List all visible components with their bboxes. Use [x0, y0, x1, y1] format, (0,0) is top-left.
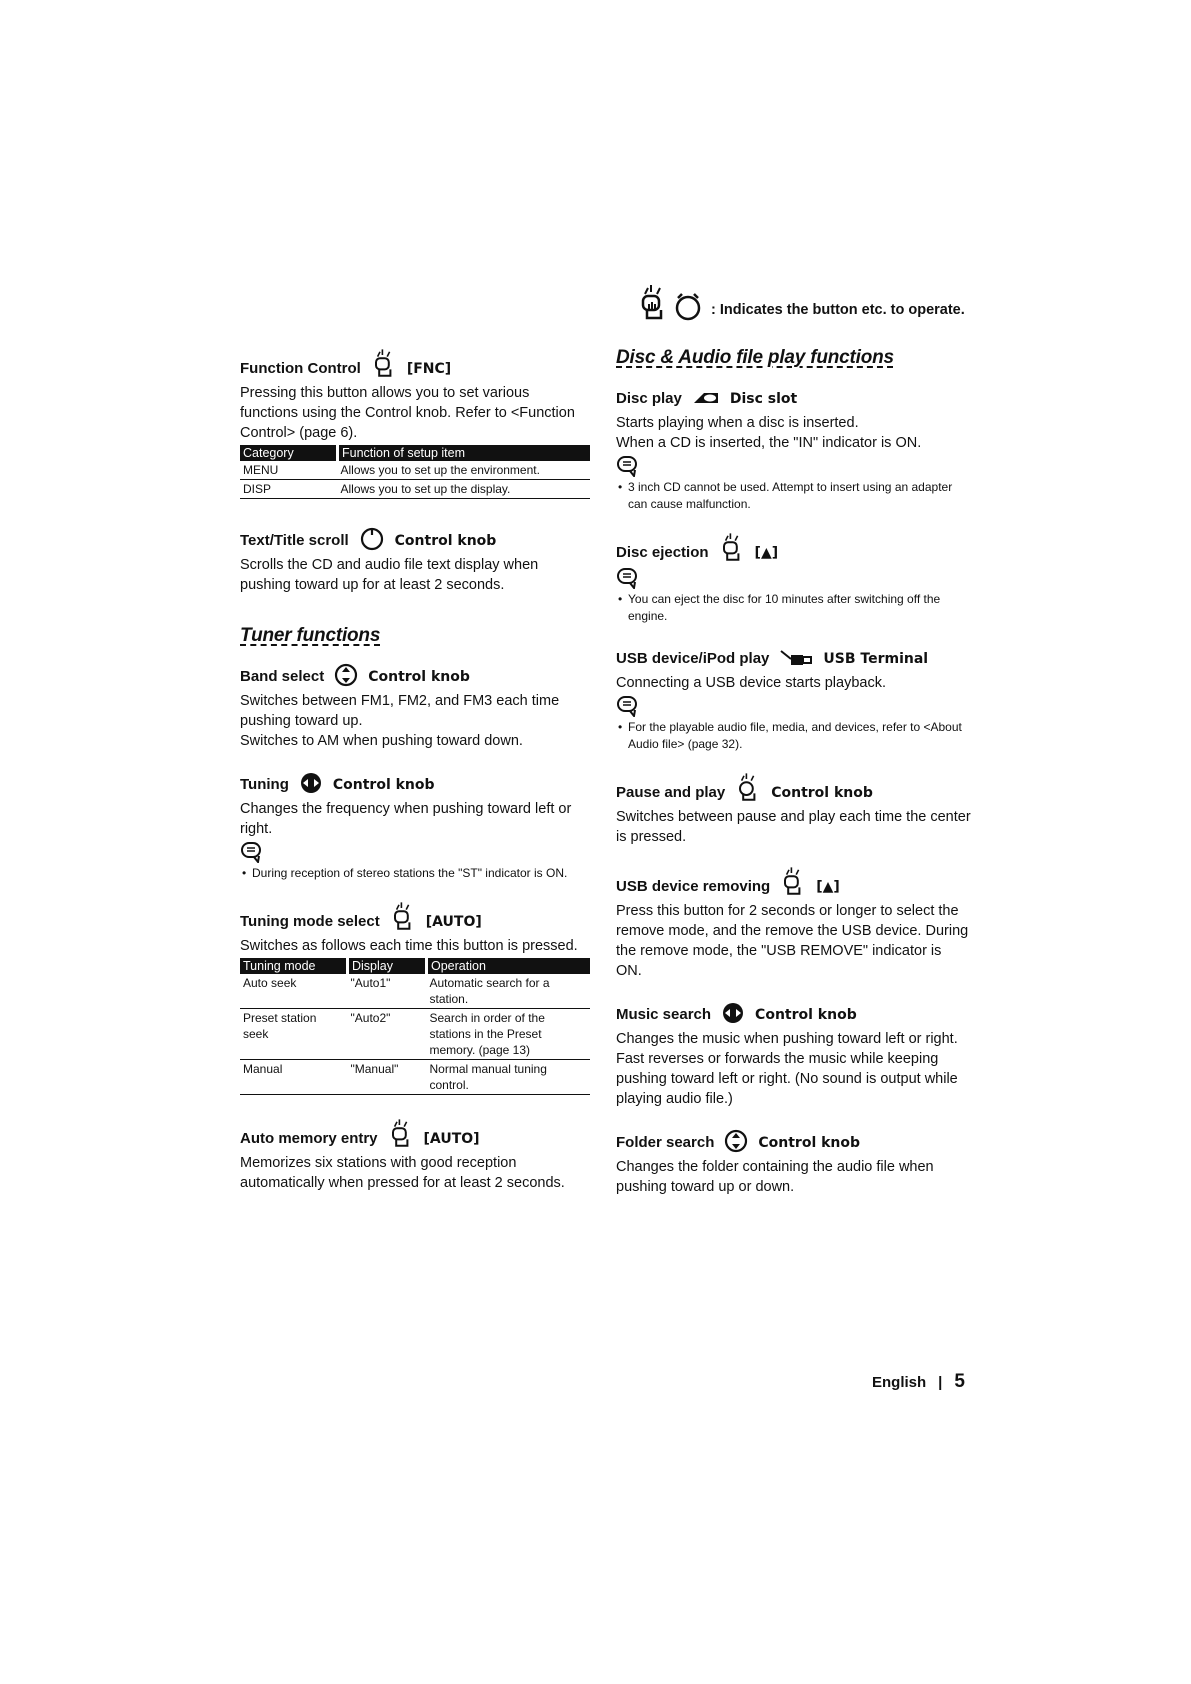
control-knob-label: Control knob — [368, 669, 470, 685]
usb-remove-title: USB device removing — [616, 878, 771, 895]
band-select-body-2: Switches to AM when pushing toward down. — [240, 733, 523, 749]
knob-up-down-icon — [724, 1129, 748, 1153]
auto-button-label: [AUTO] — [425, 914, 482, 930]
usb-play-note: • For the playable audio file, media, and devices, refer to <About Audio file> (page 32). — [616, 719, 971, 753]
footer-language: English — [872, 1374, 927, 1391]
knob-up-down-icon — [334, 663, 358, 687]
control-knob-label: Control knob — [771, 785, 873, 801]
tuning-mode-table — [240, 958, 590, 1095]
tuning-note: • During reception of stereo stations the "ST" indicator is ON. — [240, 865, 590, 882]
table-cell: DISP — [240, 480, 338, 499]
pause-play-body: Switches between pause and play each time the center is pressed. — [616, 809, 971, 845]
knob-icon — [673, 290, 703, 322]
text-title-scroll-item — [240, 525, 590, 595]
tuning-mode-body: Switches as follows each time this button is pressed. — [240, 938, 578, 954]
press-button-icon — [390, 900, 416, 932]
operation-legend — [637, 277, 977, 322]
setup-category-table — [240, 445, 590, 499]
table-cell: Manual — [240, 1060, 348, 1095]
note-icon — [240, 841, 590, 863]
table-cell: "Auto1" — [348, 974, 427, 1009]
table-cell: "Auto2" — [348, 1009, 427, 1060]
table-header: Category — [240, 445, 338, 461]
text-title-scroll-title: Text/Title scroll — [240, 532, 349, 549]
press-button-icon — [637, 282, 669, 322]
page-footer — [872, 1371, 965, 1393]
music-search-item — [616, 999, 971, 1109]
note-icon — [616, 695, 971, 717]
press-button-icon — [719, 531, 745, 563]
control-knob-label: Control knob — [758, 1135, 861, 1151]
table-cell: Automatic search for a station. — [427, 974, 591, 1009]
fnc-button-label: [FNC] — [406, 361, 452, 377]
usb-terminal-label: USB Terminal — [823, 651, 929, 667]
usb-play-body: Connecting a USB device starts playback. — [616, 675, 886, 691]
control-knob-label: Control knob — [394, 533, 497, 549]
disc-play-body-1: Starts playing when a disc is inserted. — [616, 415, 859, 431]
table-row — [240, 1009, 590, 1060]
tuning-item — [240, 769, 590, 882]
tuning-title: Tuning — [240, 776, 289, 793]
table-row — [240, 480, 590, 499]
folder-search-body: Changes the folder containing the audio file when pushing toward up or down. — [616, 1159, 934, 1195]
eject-button-label: [▲] — [816, 879, 840, 895]
disc-ejection-item — [616, 531, 971, 625]
table-row — [240, 461, 590, 480]
band-select-item — [240, 661, 590, 751]
table-cell: Normal manual tuning control. — [427, 1060, 591, 1095]
tuner-section-title: Tuner functions — [240, 625, 381, 646]
footer-divider: | — [938, 1374, 943, 1391]
table-header: Display — [348, 958, 427, 974]
table-cell: Allows you to set up the environment. — [338, 461, 591, 480]
pause-play-item — [616, 771, 971, 847]
page-number: 5 — [954, 1371, 965, 1392]
pause-play-title: Pause and play — [616, 784, 726, 801]
right-column — [616, 347, 971, 1215]
disc-slot-icon — [692, 389, 720, 409]
press-button-icon — [371, 347, 397, 379]
table-header: Function of setup item — [338, 445, 591, 461]
function-control-title: Function Control — [240, 360, 361, 377]
auto-memory-item — [240, 1117, 590, 1193]
knob-left-right-icon — [721, 1001, 745, 1025]
control-knob-label: Control knob — [332, 777, 435, 793]
tuning-body: Changes the frequency when pushing toward left or right. — [240, 801, 572, 837]
disc-audio-section-title: Disc & Audio file play functions — [616, 347, 894, 368]
auto-memory-title: Auto memory entry — [240, 1130, 378, 1147]
table-cell: Allows you to set up the display. — [338, 480, 591, 499]
table-cell: Preset station seek — [240, 1009, 348, 1060]
eject-button-label: [▲] — [754, 545, 779, 561]
usb-remove-body: Press this button for 2 seconds or longer to select the remove mode, and the remove the USB device. During the remove mode, the "USB REMOVE" indicator is ON. — [616, 903, 969, 979]
usb-remove-item — [616, 865, 971, 981]
table-cell: Search in order of the stations in the Preset memory. (page 13) — [427, 1009, 591, 1060]
table-cell: Auto seek — [240, 974, 348, 1009]
tuning-mode-title: Tuning mode select — [240, 913, 380, 930]
press-button-icon — [780, 865, 806, 897]
table-cell: "Manual" — [348, 1060, 427, 1095]
disc-play-body-2: When a CD is inserted, the "IN" indicator is ON. — [616, 435, 922, 451]
control-knob-label: Control knob — [755, 1007, 857, 1023]
table-row — [240, 974, 590, 1009]
table-header: Operation — [427, 958, 591, 974]
knob-left-right-icon — [299, 771, 323, 795]
disc-slot-label: Disc slot — [729, 391, 798, 407]
auto-button-label: [AUTO] — [423, 1131, 480, 1147]
disc-ejection-title: Disc ejection — [616, 544, 709, 561]
disc-ejection-note: • You can eject the disc for 10 minutes after switching off the engine. — [616, 591, 971, 625]
folder-search-item — [616, 1127, 971, 1197]
table-cell: MENU — [240, 461, 338, 480]
band-select-body-1: Switches between FM1, FM2, and FM3 each time pushing toward up. — [240, 693, 560, 729]
left-column — [240, 347, 590, 1211]
press-knob-icon — [735, 771, 761, 803]
function-control-item — [240, 347, 590, 499]
usb-play-title: USB device/iPod play — [616, 650, 770, 667]
band-select-title: Band select — [240, 668, 325, 685]
auto-memory-body: Memorizes six stations with good reception automatically when pressed for at least 2 seconds. — [240, 1155, 565, 1191]
tuning-mode-item — [240, 900, 590, 1095]
note-icon — [616, 455, 971, 477]
table-header: Tuning mode — [240, 958, 348, 974]
usb-plug-icon — [779, 647, 813, 669]
text-title-scroll-body: Scrolls the CD and audio file text display when pushing toward up for at least 2 seconds. — [240, 557, 539, 593]
disc-play-item — [616, 383, 971, 513]
note-icon — [616, 567, 971, 589]
press-button-icon — [388, 1117, 414, 1149]
function-control-body: Pressing this button allows you to set various functions using the Control knob. Refer to <Function Control> (page 6). — [240, 385, 575, 441]
usb-play-item — [616, 643, 971, 753]
music-search-title: Music search — [616, 1006, 712, 1023]
knob-icon — [359, 525, 385, 551]
disc-play-note: • 3 inch CD cannot be used. Attempt to insert using an adapter can cause malfunction. — [616, 479, 971, 513]
music-search-body: Changes the music when pushing toward left or right. Fast reverses or forwards the music while keeping pushing toward left or right. (No sound is output while playing audio file.) — [616, 1031, 958, 1107]
disc-play-title: Disc play — [616, 390, 682, 407]
legend-text: : Indicates the button etc. to operate. — [711, 302, 965, 318]
table-row — [240, 1060, 590, 1095]
folder-search-title: Folder search — [616, 1134, 715, 1151]
